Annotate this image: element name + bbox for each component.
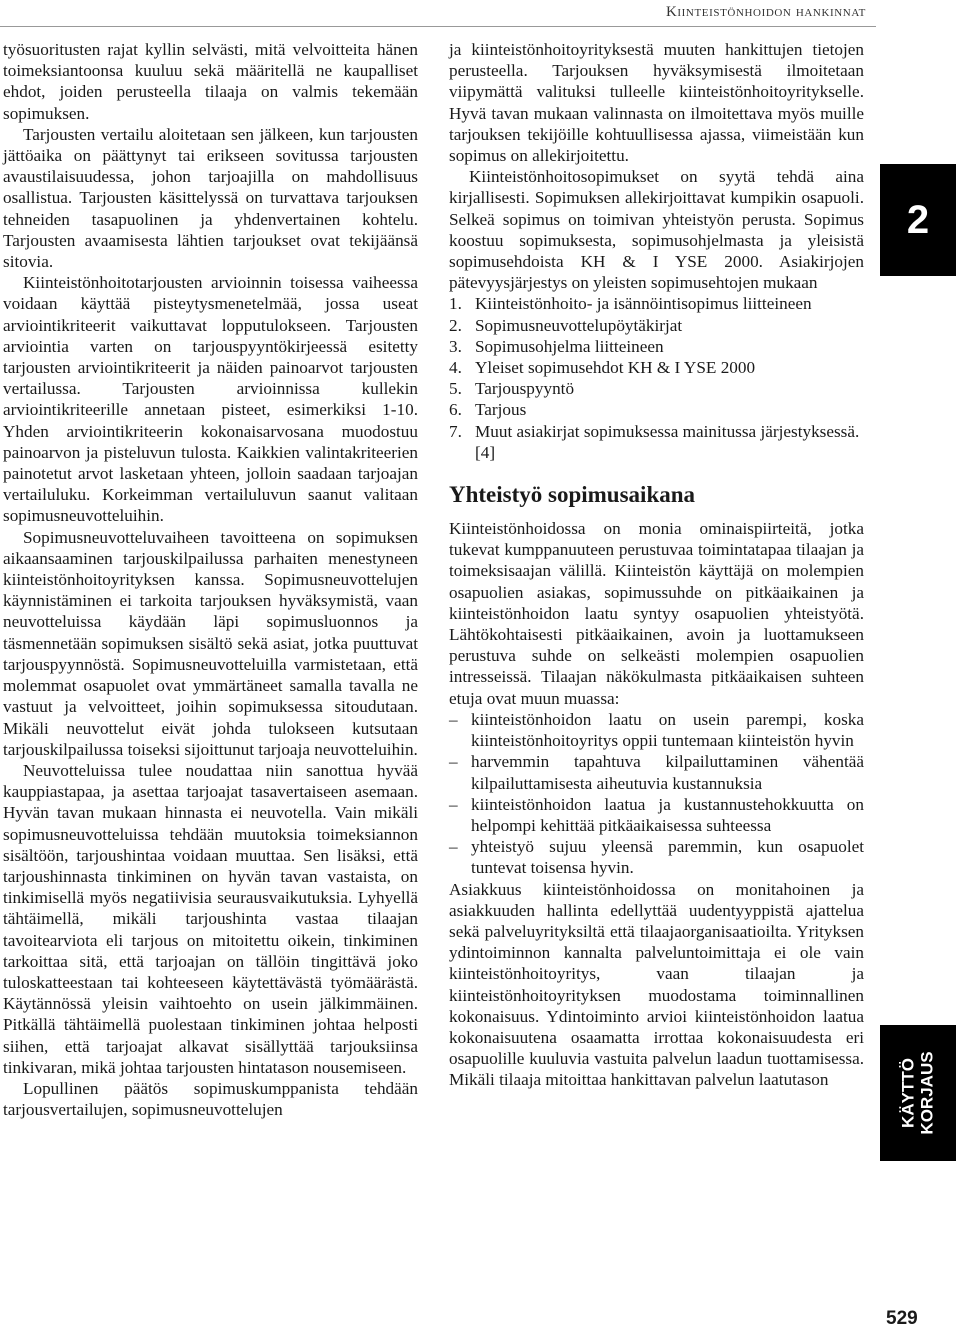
dash-marker: – xyxy=(449,837,458,857)
list-item xyxy=(449,751,864,793)
list-text: yhteistyö sujuu yleensä paremmin, kun osapuolet tuntevat toisensa hyvin. xyxy=(471,837,864,878)
list-text: kiinteistönhoidon laatua ja kustannustehokkuutta on helpompi kehittää pitkäaikaisessa suhteessa xyxy=(471,794,864,835)
list-text: Muut asiakirjat sopimuksessa mainitussa järjestyksessä.[4] xyxy=(475,421,860,462)
list-item xyxy=(449,315,864,336)
paragraph: Tarjousten vertailu aloitetaan sen jälkeen, kun tarjousten jättöaika on päättynyt tai erikseen sovitussa tarjousten avaustilaisuudessa, johon tarjoajilla on mahdollisuus osallistua. Tarjousten käsittelyssä on turvattava tarjouksen tehneiden tasapuolinen ja yhdenvertainen kohtelu. Tarjousten avaamisesta lähtien tarjoukset ovat tekijäänsä sitovia. xyxy=(3,124,418,272)
paragraph: Sopimusneuvotteluvaiheen tavoitteena on sopimuksen aikaansaaminen tarjouskilpailussa parhaiten menestyneen kiinteistönhoitoyrityksen kanssa. Sopimusneuvottelujen käynnistäminen ei tarkoita tarjouksen hyväksymistä, vaan neuvotteluissa käydään läpi sopimusluonnos ja täsmennetään sopimuksen sisältö sekä asiat, jotka puuttuvat tarjouspyynnöstä. Sopimusneuvotteluilla varmistetaan, että molemmat osapuolet ovat ymmärtäneet samalla tavalla ne vastuut ja velvoitteet, joihin sopimuksessa sitoudutaan. Mikäli neuvottelut eivät johda tulokseen kutsutaan tarjouskilpailussa toiseksi sijoittunut tarjoaja neuvotteluihin. xyxy=(3,527,418,759)
paragraph: Kiinteistönhoitosopimukset on syytä tehdä aina kirjallisesti. Sopimuksen allekirjoittavat kumpikin osapuoli. Selkeä sopimus on toimivan yhteistyön perusta. Sopimus koostuu sopimuksesta, sopimusohjelmasta ja yleisistä sopimusehdoista KH & I YSE 2000. Asiakirjojen pätevyysjärjestys on yleisten sopimusehtojen mukaan xyxy=(449,167,864,293)
list-number: 1. xyxy=(449,294,462,314)
list-number: 3. xyxy=(449,336,462,356)
list-item xyxy=(449,399,864,420)
list-number: 5. xyxy=(449,379,462,399)
paragraph: ja kiinteistönhoitoyrityksestä muuten hankittujen tietojen perusteella. Tarjouksen hyväksymisestä ilmoitetaan viipymättä valituksi tulleelle kiinteistönhoitoyritykselle. Hyvä tavan mukaan valinnasta on ilmoitettava myös muille tarjouksen tekijöille kohtuullisessa ajassa, viimeistään kun sopimus on allekirjoitettu. xyxy=(449,40,864,166)
list-text: Yleiset sopimusehdot KH & I YSE 2000 xyxy=(475,358,756,378)
paragraph: Kiinteistönhoidossa on monia ominaispiirteitä, jotka tukevat kumppanuuteen perustuvaa toimintatapaa tilaajan ja toimeksisaajan välillä. Kiinteistön käyttäjä on molempien osapuolien asiakas, sopimussuhde on pitkäaikainen ja kiinteistönhoidon laatu syntyy osapuolien yhteistyötä. Lähtökohtaisesti pitkäaikainen, avoin ja luottamukseen perustuva suhde on selkeästi molempien osapuolien intresseissä. Tilaajan näkökulmasta pitkäaikaisen suhteen etuja ovat muun muassa: xyxy=(449,519,864,708)
list-text: Sopimusneuvottelupöytäkirjat xyxy=(475,315,683,335)
list-text: Tarjous xyxy=(475,400,527,420)
list-item xyxy=(449,836,864,878)
left-column xyxy=(3,39,418,1120)
list-number: 6. xyxy=(449,400,462,420)
paragraph: työsuoritusten rajat kyllin selvästi, mitä velvoitteita hänen toimeksiantoonsa kuuluu sekä määritellä ne kaupalliset ehdot, joiden perusteella tilaaja on valmis tekemään sopimuksen. xyxy=(3,40,418,123)
list-number: 4. xyxy=(449,358,462,378)
list-item xyxy=(449,357,864,378)
paragraph: Asiakkuus kiinteistönhoidossa on monitahoinen ja asiakkuuden hallinta edellyttää uudentyyppistä ajattelua sekä palveluyrityksiltä että tilaajaorganisaatioilta. Yrityksen ydintoiminnon kannalta palveluntoimittaja ei ole vain kiinteistönhoitoyritys, vaan tilaajan ja kiinteistönhoitoyrityksen muodostama toiminnallinen kokonaisuus. Ydintoiminto arvioi kiinteistönhoidon laatua kokonaisuutena osaamatta irrottaa kokonaisuudesta eri osapuolille kuuluvia vastuita palvelun laadun tuottamisessa. Mikäli tilaaja mitoittaa hankittavan palvelun laatutason xyxy=(449,879,864,1090)
dash-marker: – xyxy=(449,794,458,814)
dash-marker: – xyxy=(449,752,458,772)
list-text: Tarjouspyyntö xyxy=(475,379,575,399)
list-number: 7. xyxy=(449,421,462,441)
section-tab xyxy=(880,1025,956,1161)
paragraph: Kiinteistönhoitotarjousten arvioinnin toisessa vaiheessa voidaan käyttää pisteytysmenetelmää, jossa useat arviointikriteerit vaikuttavat lopputulokseen. Tarjousten arviointia varten on tarjouspyyntökirjeessä esitetty tarjousten arviointikriteerit ja näiden painoarvot tarjousten vertailussa. Tarjousten arvioinnissa kullekin arviointikriteerille annetaan pisteet, esimerkiksi 1-10. Yhden arviointikriteerin kokonaisarvosana muodostuu painoarvon ja pisteluvun tulosta. Kaikkien valintakriteerien painotetut arvot lasketaan yhteen, jolloin saadaan tarjoajan vertailuluku. Korkeimman vertailuluvun saanut valitaan sopimusneuvotteluihin. xyxy=(3,273,418,526)
paragraph: Neuvotteluissa tulee noudattaa niin sanottua hyvää kauppiastapaa, ja asettaa tarjoajat tasavertaiseen asemaan. Hyvän tavan mukaan hinnasta ei neuvotella. Vain mikäli sopimusneuvotteluissa tehdään muutoksia toimeksiannon sisältöön, tarjoushintaa voidaan muuttaa. Sen lisäksi, että tarjoushinnasta tinkiminen on hyvän tavan vastaista, on tinkimisellä myös negatiivisia seurausvaikutuksia. Lyhyellä tähtäimellä, mikäli tarjoushinta vastaa tilaajan tavoitearviota eli tarjous on mitoitettu oikein, tinkiminen tarkoittaa sitä, että tarjoajan on tällöin tingittävä joko tuloskatteestaan tai kohteeseen käytettävästä työmäärästä. Käytännössä yleisin vaihtoehto on usein jälkimmäinen. Pitkällä tähtäimellä puolestaan tinkiminen johtaa helposti siihen, että tarjoajat alkavat sisällyttää tarjouksiinsa tinkivaran, mikä johtaa tarjousten hintatason nousemiseen. xyxy=(3,760,418,1077)
list-number: 2. xyxy=(449,315,462,335)
list-item xyxy=(449,421,864,463)
list-text: Sopimusohjelma liitteineen xyxy=(475,336,664,356)
benefits-list xyxy=(449,709,864,879)
list-item xyxy=(449,336,864,357)
dash-marker: – xyxy=(449,709,458,729)
document-precedence-list xyxy=(449,293,864,463)
paragraph: Lopullinen päätös sopimuskumppanista tehdään tarjousvertailujen, sopimusneuvottelujen xyxy=(3,1078,418,1120)
section-tab-line: KORJAUS xyxy=(918,1051,937,1135)
chapter-number: 2 xyxy=(906,197,930,242)
list-text: harvemmin tapahtuva kilpailuttaminen vähentää kilpailuttamisesta aiheutuvia kustannuksia xyxy=(471,752,864,793)
list-item xyxy=(449,709,864,751)
list-item xyxy=(449,378,864,399)
running-header: Kiinteistönhoidon hankinnat xyxy=(665,4,866,20)
header-rule xyxy=(0,26,876,27)
section-heading: Yhteistyö sopimusaikana xyxy=(449,482,696,508)
section-tab-label xyxy=(899,1051,937,1134)
list-text: kiinteistönhoidon laatu on usein parempi, koska kiinteistönhoitoyritys oppii tuntemaan kiinteistön hyvin xyxy=(471,709,864,751)
chapter-tab xyxy=(880,164,956,276)
list-item xyxy=(449,794,864,836)
list-item xyxy=(449,293,864,314)
section-tab-line: KÄYTTÖ xyxy=(899,1058,918,1128)
right-column xyxy=(449,39,864,1091)
list-text: Kiinteistönhoito- ja isännöintisopimus liitteineen xyxy=(475,294,812,314)
page-number: 529 xyxy=(886,1308,918,1329)
